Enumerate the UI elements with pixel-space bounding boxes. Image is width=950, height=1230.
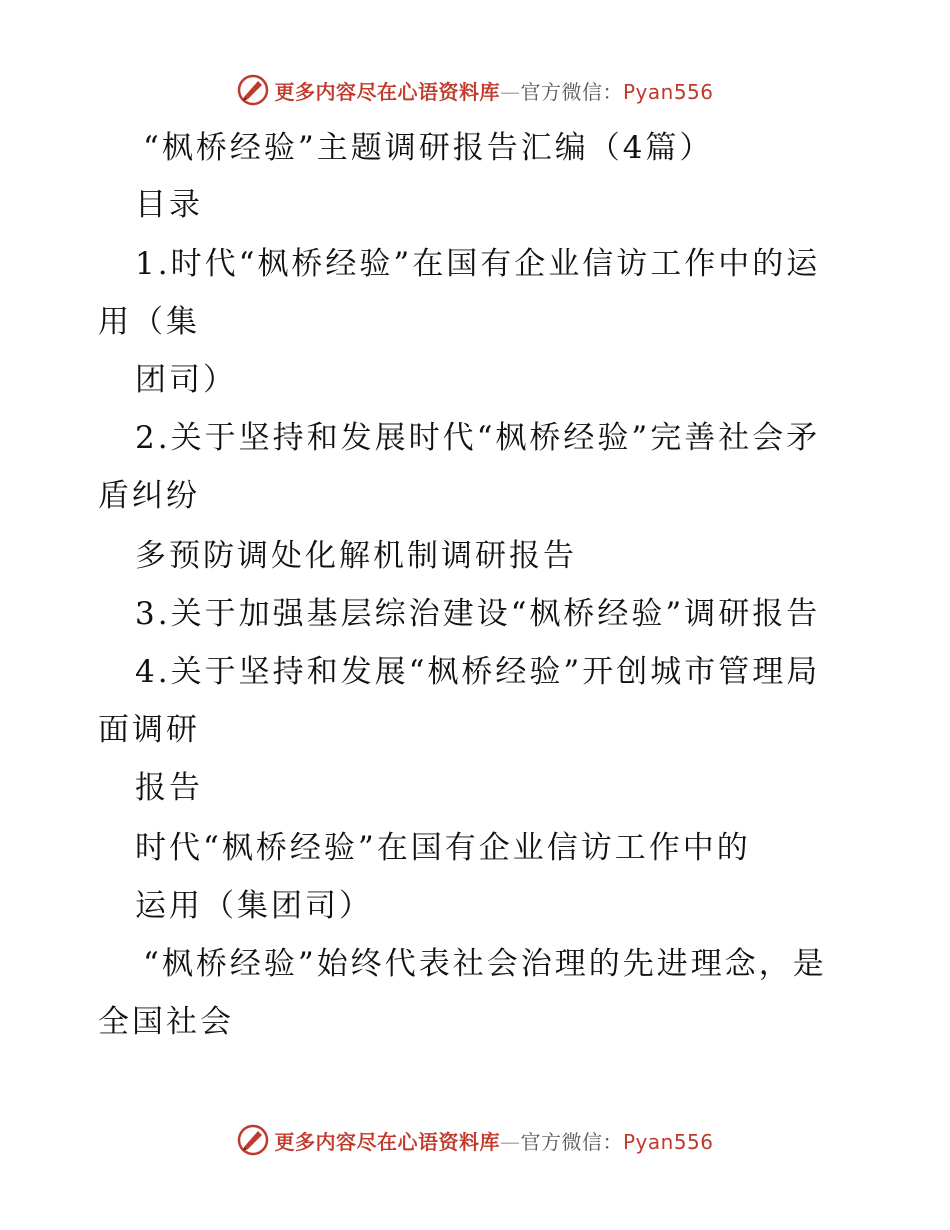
banner-wechat-label: 官方微信： [520,79,623,104]
banner-text [274,76,713,105]
footer-banner [0,1120,950,1160]
toc-item-4-line3: 报告 [135,770,203,806]
banner-dash: — [499,79,521,104]
toc-heading: 目录 [135,187,203,223]
banner-site-name: 更多内容尽在心语资料库 [274,1129,500,1154]
paragraph-line2: 全国社会 [98,1004,234,1040]
paragraph-line1: “枫桥经验”始终代表社会治理的先进理念，是 [143,946,827,982]
toc-item-4-line1: 4.关于坚持和发展“枫桥经验”开创城市管理局 [135,654,821,690]
toc-item-2-line3: 多预防调处化解机制调研报告 [135,538,577,574]
banner-site-name: 更多内容尽在心语资料库 [274,79,500,104]
banner-wechat-label: 官方微信： [520,1129,623,1154]
pen-logo-icon [236,73,270,107]
toc-item-3-line1: 3.关于加强基层综治建设“枫桥经验”调研报告 [135,596,821,632]
document-title: “枫桥经验”主题调研报告汇编（4篇） [143,130,714,166]
header-banner [0,70,950,110]
section-title-line1: 时代“枫桥经验”在国有企业信访工作中的 [135,830,751,866]
banner-wechat-id: Pyan556 [622,79,714,104]
banner-wechat-id: Pyan556 [622,1129,714,1154]
banner-dash: — [499,1129,521,1154]
banner-text [274,1126,713,1155]
toc-item-1-line3: 团司） [135,362,237,398]
toc-item-2-line2: 盾纠纷 [98,478,200,514]
toc-item-1-line1: 1.时代“枫桥经验”在国有企业信访工作中的运 [135,246,821,282]
toc-item-2-line1: 2.关于坚持和发展时代“枫桥经验”完善社会矛 [135,420,821,456]
pen-logo-icon [236,1123,270,1157]
toc-item-1-line2: 用（集 [98,304,200,340]
toc-item-4-line2: 面调研 [98,712,200,748]
section-title-line2: 运用（集团司） [135,888,373,924]
